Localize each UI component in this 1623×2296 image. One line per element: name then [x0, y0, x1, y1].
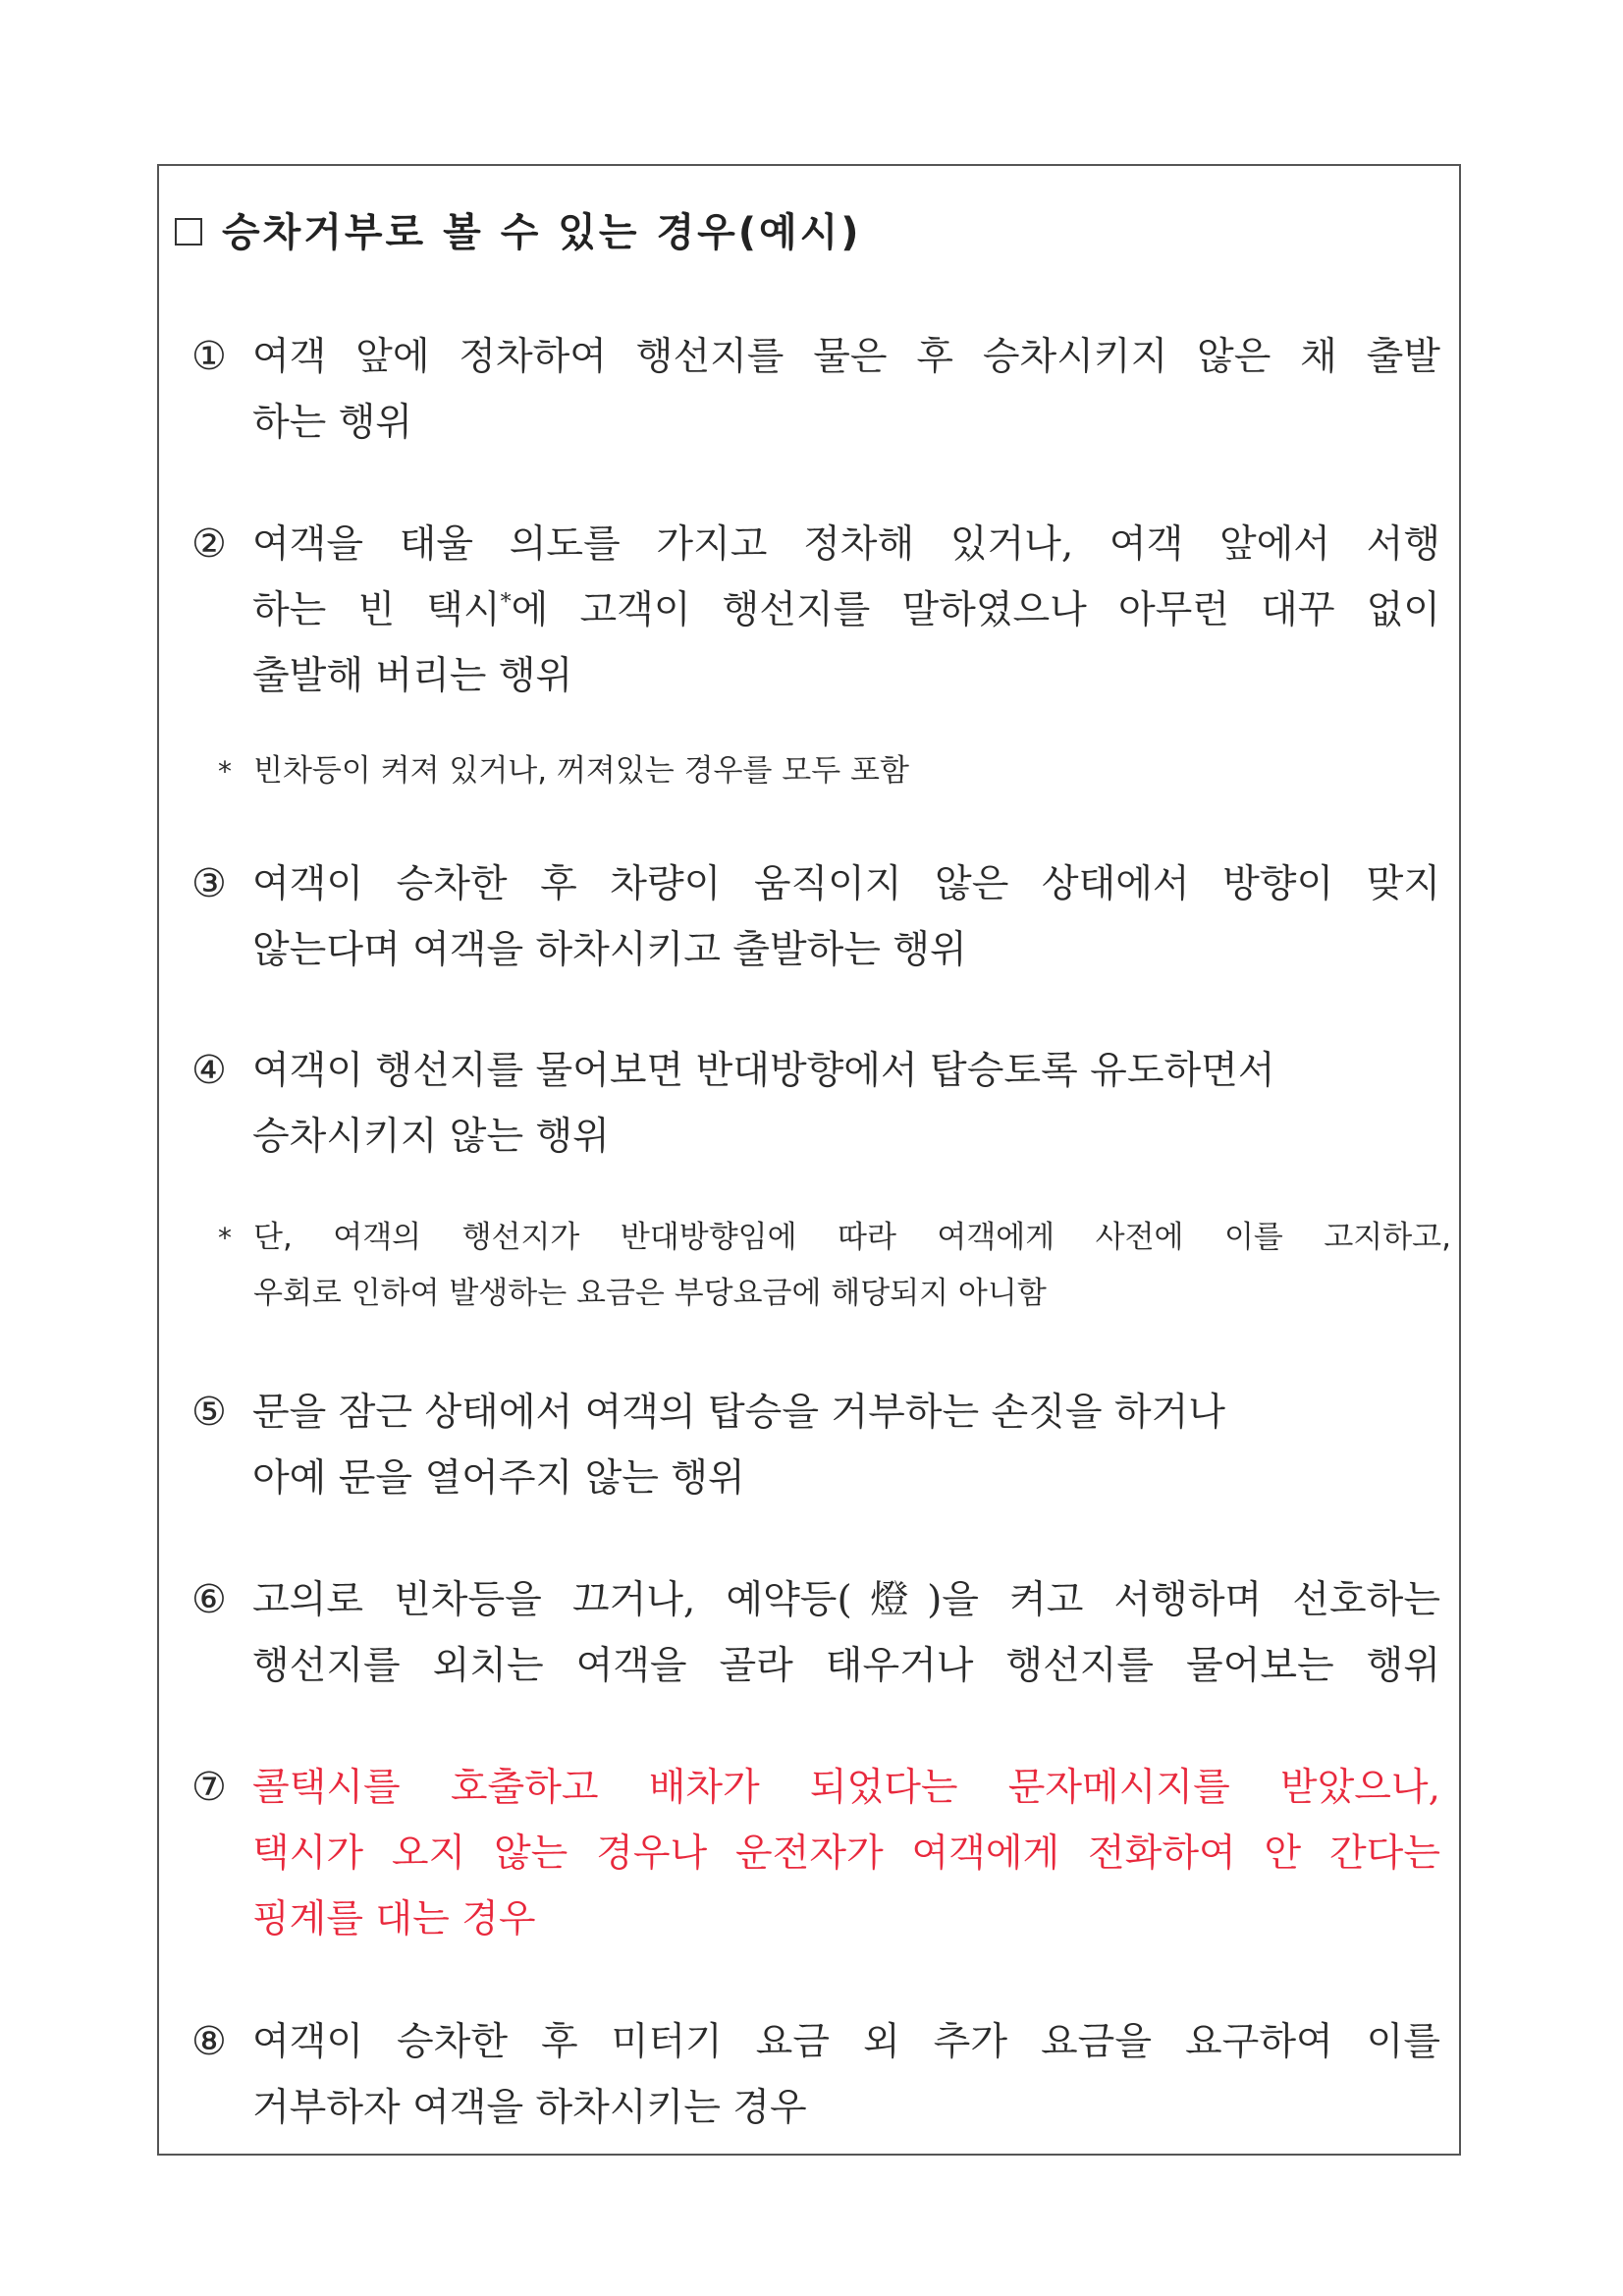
- list-item-3: [191, 851, 1448, 983]
- footnote-line: 빈차등이 켜져 있거나, 꺼져있는 경우를 모두 포함: [253, 753, 909, 789]
- item-line: 출발해 버리는 행위: [252, 654, 573, 698]
- list-item-4: [191, 1038, 1448, 1170]
- item-line: 고의로 빈차등을 끄거나, 예약등(燈)을 켜고 서행하며 선호하는: [252, 1578, 1440, 1622]
- item-line: 거부하자 여객을 하차시키는 경우: [252, 2086, 807, 2130]
- item-line: 여객이 행선지를 물어보면 반대방향에서 탑승토록 유도하면서: [252, 1049, 1275, 1093]
- item-number: ②: [191, 521, 227, 567]
- item-line: 콜택시를 호출하고 배차가 되었다는 문자메시지를 받았으나,: [252, 1766, 1440, 1810]
- item-line: 여객이 승차한 후 미터기 요금 외 추가 요금을 요구하여 이를: [252, 2020, 1440, 2064]
- item-line: 아예 문을 열어주지 않는 행위: [252, 1456, 745, 1501]
- item-line: 하는 행위: [252, 401, 413, 445]
- footnote-line: 우회로 인하여 발생하는 요금은 부당요금에 해당되지 아니함: [253, 1276, 1047, 1311]
- list-item-7-highlighted: [191, 1755, 1448, 1952]
- item-line: 문을 잠근 상태에서 여객의 탑승을 거부하는 손짓을 하거나: [252, 1391, 1225, 1435]
- list-item-1: [191, 324, 1448, 456]
- list-item-2: [191, 512, 1448, 709]
- footnote-1: [218, 743, 1455, 799]
- item-line-part: 에 고객이 행선지를 말하였으나 아무런 대꾸 없이: [511, 588, 1440, 632]
- checkbox-square-icon: [175, 218, 202, 246]
- item-line: 택시가 오지 않는 경우나 운전자가 여객에게 전화하여 안 간다는: [252, 1831, 1440, 1876]
- item-line: [252, 577, 1440, 643]
- item-line: 않는다며 여객을 하차시키고 출발하는 행위: [252, 928, 967, 972]
- item-line: 승차시키지 않는 행위: [252, 1115, 610, 1159]
- item-line: 여객 앞에 정차하여 행선지를 물은 후 승차시키지 않은 채 출발: [252, 335, 1440, 379]
- item-number: ⑥: [191, 1577, 227, 1622]
- item-line: 여객을 태울 의도를 가지고 정차해 있거나, 여객 앞에서 서행: [252, 522, 1440, 567]
- list-item-5: [191, 1380, 1448, 1511]
- heading-text: 승차거부로 볼 수 있는 경우(예시): [222, 210, 862, 255]
- item-line: 행선지를 외치는 여객을 골라 태우거나 행선지를 물어보는 행위: [252, 1644, 1440, 1688]
- footnote-line: 단, 여객의 행선지가 반대방향임에 따라 여객에게 사전에 이를 고지하고,: [253, 1220, 1451, 1255]
- section-heading: [175, 201, 862, 257]
- item-number: ⑦: [191, 1765, 227, 1810]
- item-number: ⑤: [191, 1390, 227, 1435]
- list-item-6: [191, 1567, 1448, 1699]
- footnote-marker: *: [500, 590, 512, 615]
- footnote-2: [218, 1210, 1455, 1322]
- item-number: ④: [191, 1048, 227, 1093]
- item-number: ⑧: [191, 2019, 227, 2064]
- item-line: 핑계를 대는 경우: [252, 1897, 536, 1941]
- item-line: 여객이 승차한 후 차량이 움직이지 않은 상태에서 방향이 맞지: [252, 862, 1440, 906]
- item-line-part: 하는 빈 택시: [252, 588, 501, 632]
- item-number: ①: [191, 334, 227, 379]
- footnote-star: *: [218, 755, 232, 788]
- list-item-8: [191, 2009, 1448, 2141]
- item-number: ③: [191, 861, 227, 906]
- footnote-star: *: [218, 1222, 232, 1254]
